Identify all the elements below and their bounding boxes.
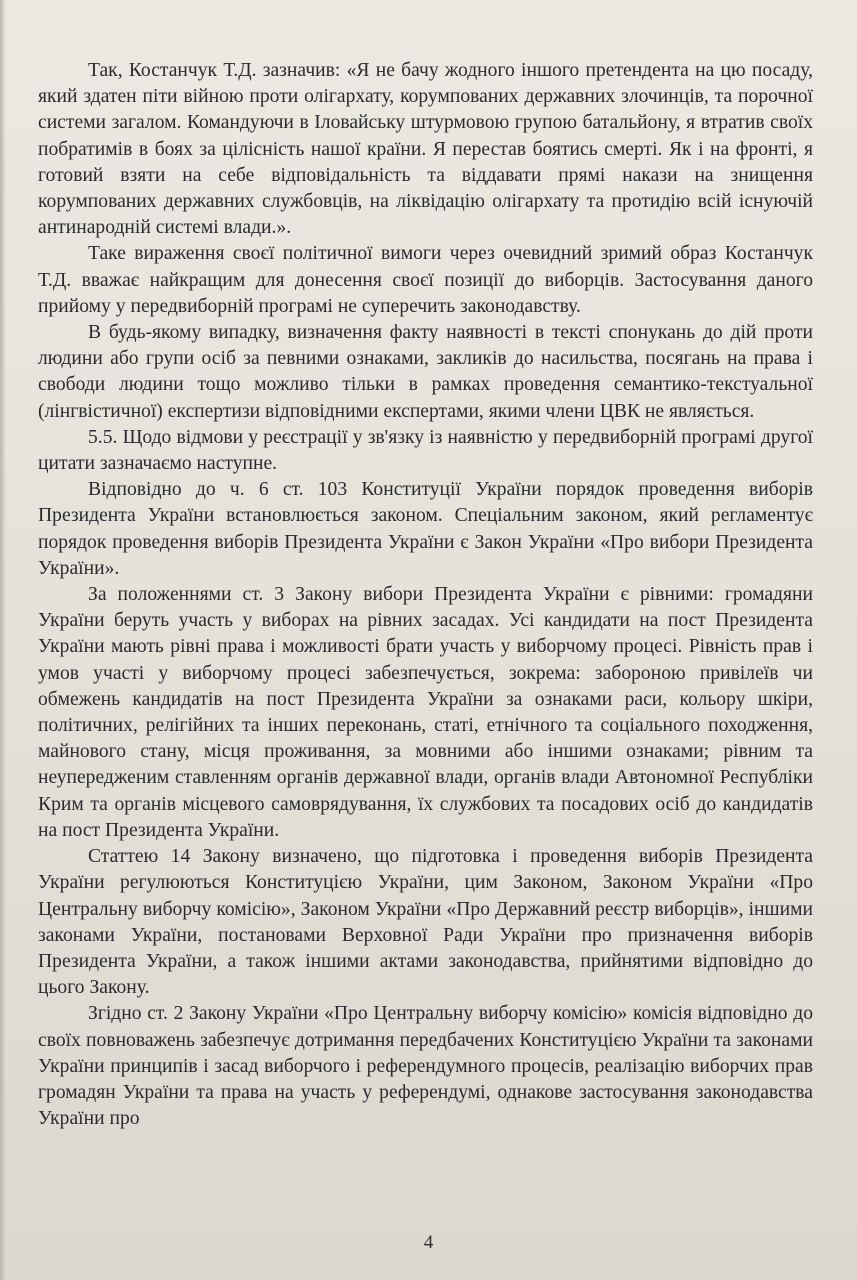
paragraph-constitution: Відповідно до ч. 6 ст. 103 Конституції України порядок проведення виборів Президента України встановлюється законом. Спеціальним законом, який регламентує порядок проведення виборів Президента України є Закон України «Про вибори Президента України». [38, 479, 813, 579]
paragraph-article-2: Згідно ст. 2 Закону України «Про Центральну виборчу комісію» комісія відповідно до своїх повноважень забезпечує дотримання передбачених Конституцією України та законами України принципів і засад виборчого і референдумного процесів, реалізацію виборчих прав громадян України та права на участь у референдумі, однакове застосування законодавства України про [38, 1003, 813, 1130]
paragraph-quote: Так, Костанчук Т.Д. зазначив: «Я не бачу жодного іншого претендента на цю посаду, який здатен піти війною проти олігархату, корумпованих державних злочинців, та порочної системи загалом. Командуючи в Іловайську штурмовою групою батальйону, я втратив своїх побратимів в боях за цілісність нашої країни. Я перестав боятись смерті. Як і на фронті, я готовий взяти на себе відповідальність та віддавати прямі накази на знищення корумпованих державних службовців, на ліквідацію олігархату та протидію всій існуючій антинародній системі влади.». [38, 60, 813, 239]
page-number: 4 [423, 1232, 434, 1253]
paragraph-article-14: Статтею 14 Закону визначено, що підготовка і проведення виборів Президента України регулюються Конституцією України, цим Законом, Законом України «Про Центральну виборчу комісію», Законом України «Про Державний реєстр виборців», іншими законами України, постановами Верховної Ради України про призначення виборів Президента України, а також іншими актами законодавства, прийнятими відповідно до цього Закону. [38, 846, 813, 999]
paragraph-political-demand: Таке вираження своєї політичної вимоги через очевидний зримий образ Костанчук Т.Д. вважає найкращим для донесення своєї позиції до виборців. Застосування даного прийому у передвиборній програмі не суперечить законодавству. [38, 243, 813, 317]
paragraph-section-5-5: 5.5. Щодо відмови у реєстрації у зв'язку із наявністю у передвиборній програмі другої цитати зазначаємо наступне. [38, 426, 813, 475]
document-body [38, 58, 813, 1132]
paragraph-expertise: В будь-якому випадку, визначення факту наявності в тексті спонукань до дій проти людини або групи осіб за певними ознаками, закликів до насильства, посягань на права і свободи людини тощо можливо тільки в рамках проведення семантико-текстуальної (лінгвістичної) експертизи відповідними експертами, якими члени ЦВК не являється. [38, 322, 813, 422]
paragraph-article-3: За положеннями ст. 3 Закону вибори Президента України є рівними: громадяни України беруть участь у виборах на рівних засадах. Усі кандидати на пост Президента України мають рівні права і можливості брати участь у виборчому процесі. Рівність прав і умов участі у виборчому процесі забезпечується, зокрема: забороною привілеїв чи обмежень кандидатів на пост Президента України за ознаками раси, кольору шкіри, політичних, релігійних та інших переконань, статі, етнічного та соціального походження, майнового стану, місця проживання, за мовними або іншими ознаками; рівним та неупередженим ставленням органів державної влади, органів влади Автономної Республіки Крим та органів місцевого самоврядування, їх службових та посадових осіб до кандидатів на пост Президента України. [38, 584, 813, 841]
